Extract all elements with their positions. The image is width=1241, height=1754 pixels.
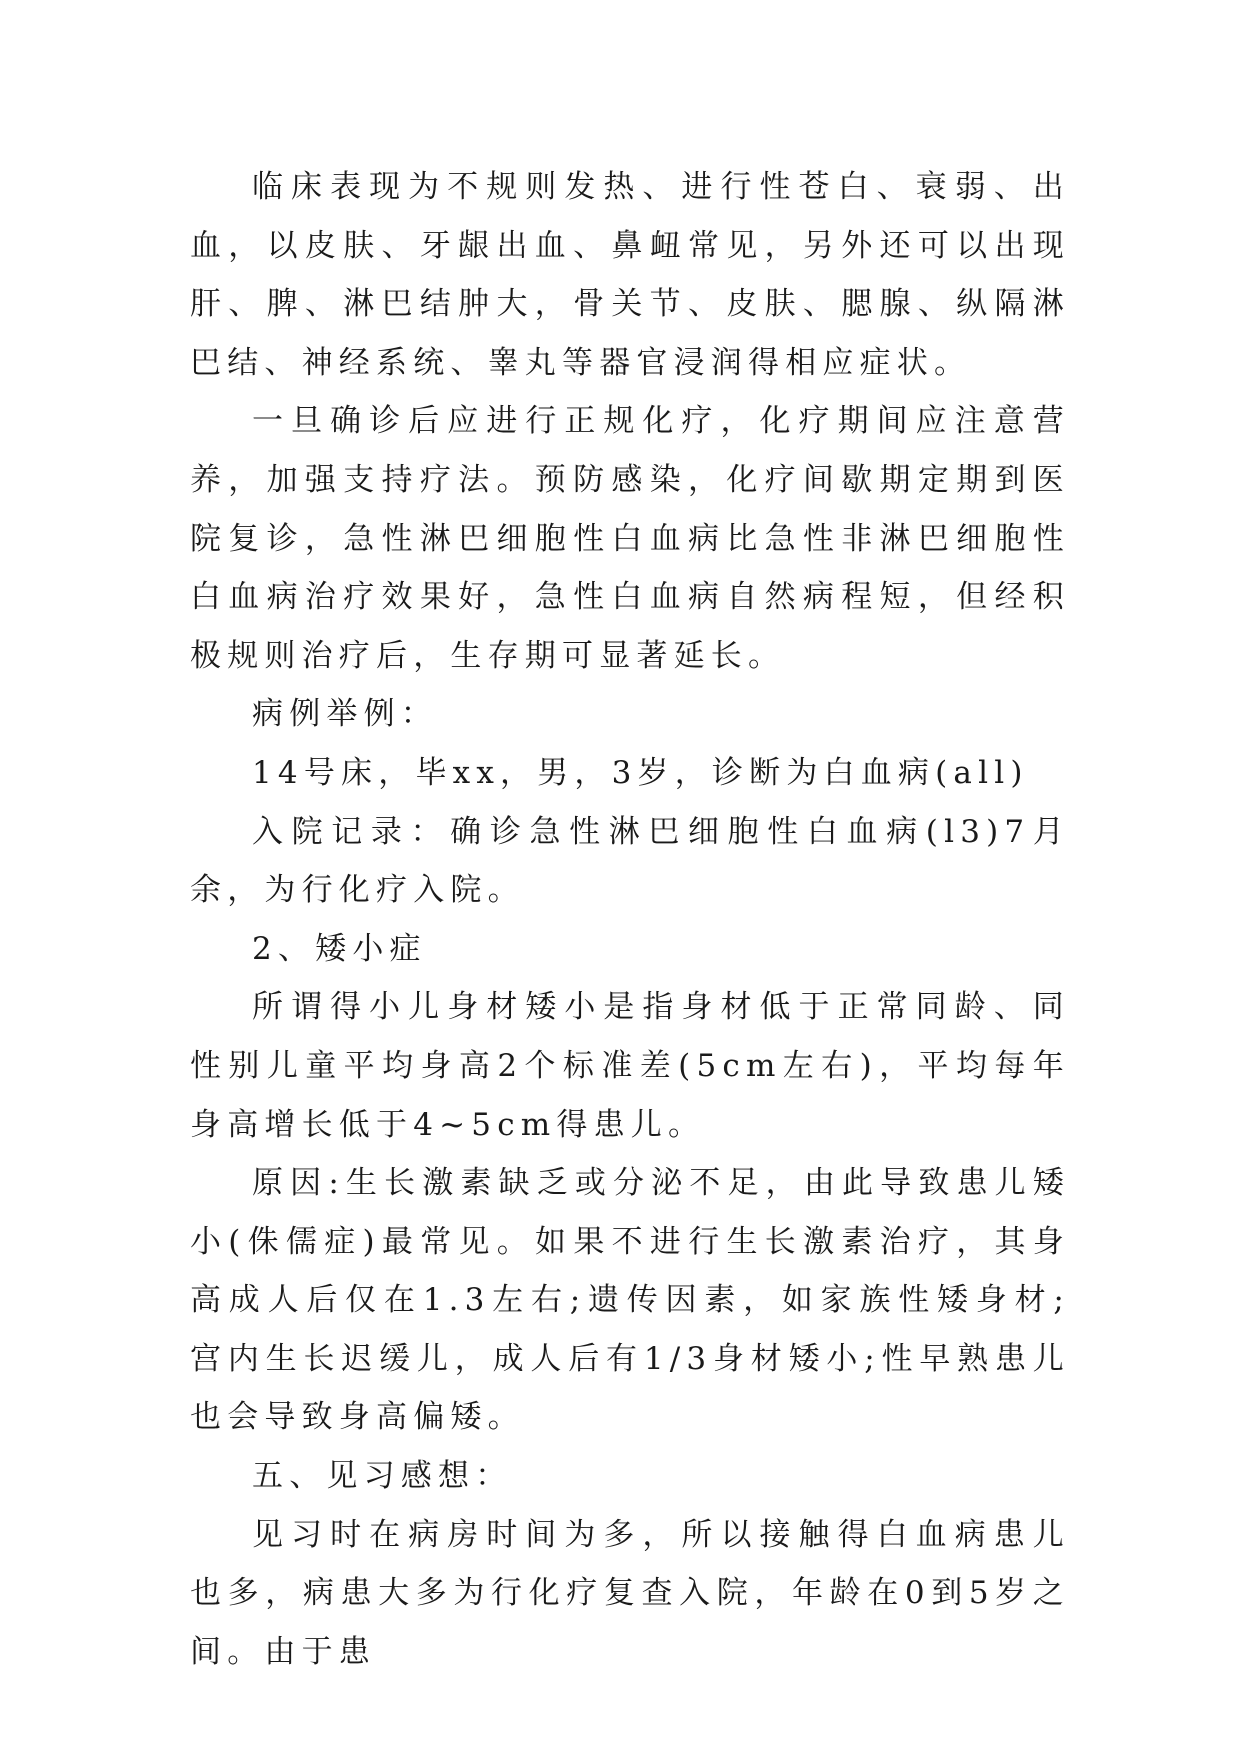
paragraph-causes: 原因:生长激素缺乏或分泌不足，由此导致患儿矮小(侏儒症)最常见。如果不进行生长激素治疗，其身高成人后仅在1.3左右;遗传因素，如家族性矮身材;宫内生长迟缓儿，成人后有1/3身材矮小;性早熟患儿也会导致身高偏矮。 (190, 1165, 1070, 1436)
paragraph-admission-record: 入院记录：确诊急性淋巴细胞性白血病(l3)7月余，为行化疗入院。 (190, 813, 1070, 909)
paragraph-treatment: 一旦确诊后应进行正规化疗，化疗期间应注意营养，加强支持疗法。预防感染，化疗间歇期定期到医院复诊，急性淋巴细胞性白血病比急性非淋巴细胞性白血病治疗效果好，急性白血病自然病程短，但经积极规则治疗后，生存期可显著延长。 (190, 403, 1070, 674)
document-body (190, 158, 1070, 1681)
paragraph-short-stature-definition: 所谓得小儿身材矮小是指身材低于正常同龄、同性别儿童平均身高2个标准差(5cm左右)，平均每年身高增长低于4~5cm得患儿。 (190, 989, 1070, 1143)
paragraph-case-heading: 病例举例： (252, 696, 438, 733)
paragraph-reflections: 见习时在病房时间为多，所以接触得白血病患儿也多，病患大多为行化疗复查入院，年龄在0到5岁之间。由于患 (190, 1516, 1070, 1670)
section-heading-short-stature: 2、矮小症 (252, 930, 427, 967)
section-heading-reflections: 五、见习感想： (252, 1458, 513, 1495)
paragraph-clinical-presentation: 临床表现为不规则发热、进行性苍白、衰弱、出血，以皮肤、牙龈出血、鼻衄常见，另外还可以出现肝、脾、淋巴结肿大，骨关节、皮肤、腮腺、纵隔淋巴结、神经系统、睾丸等器官浸润得相应症状。 (190, 169, 1070, 381)
paragraph-case-bed: 14号床，毕xx，男，3岁，诊断为白血病(all) (252, 754, 1029, 791)
